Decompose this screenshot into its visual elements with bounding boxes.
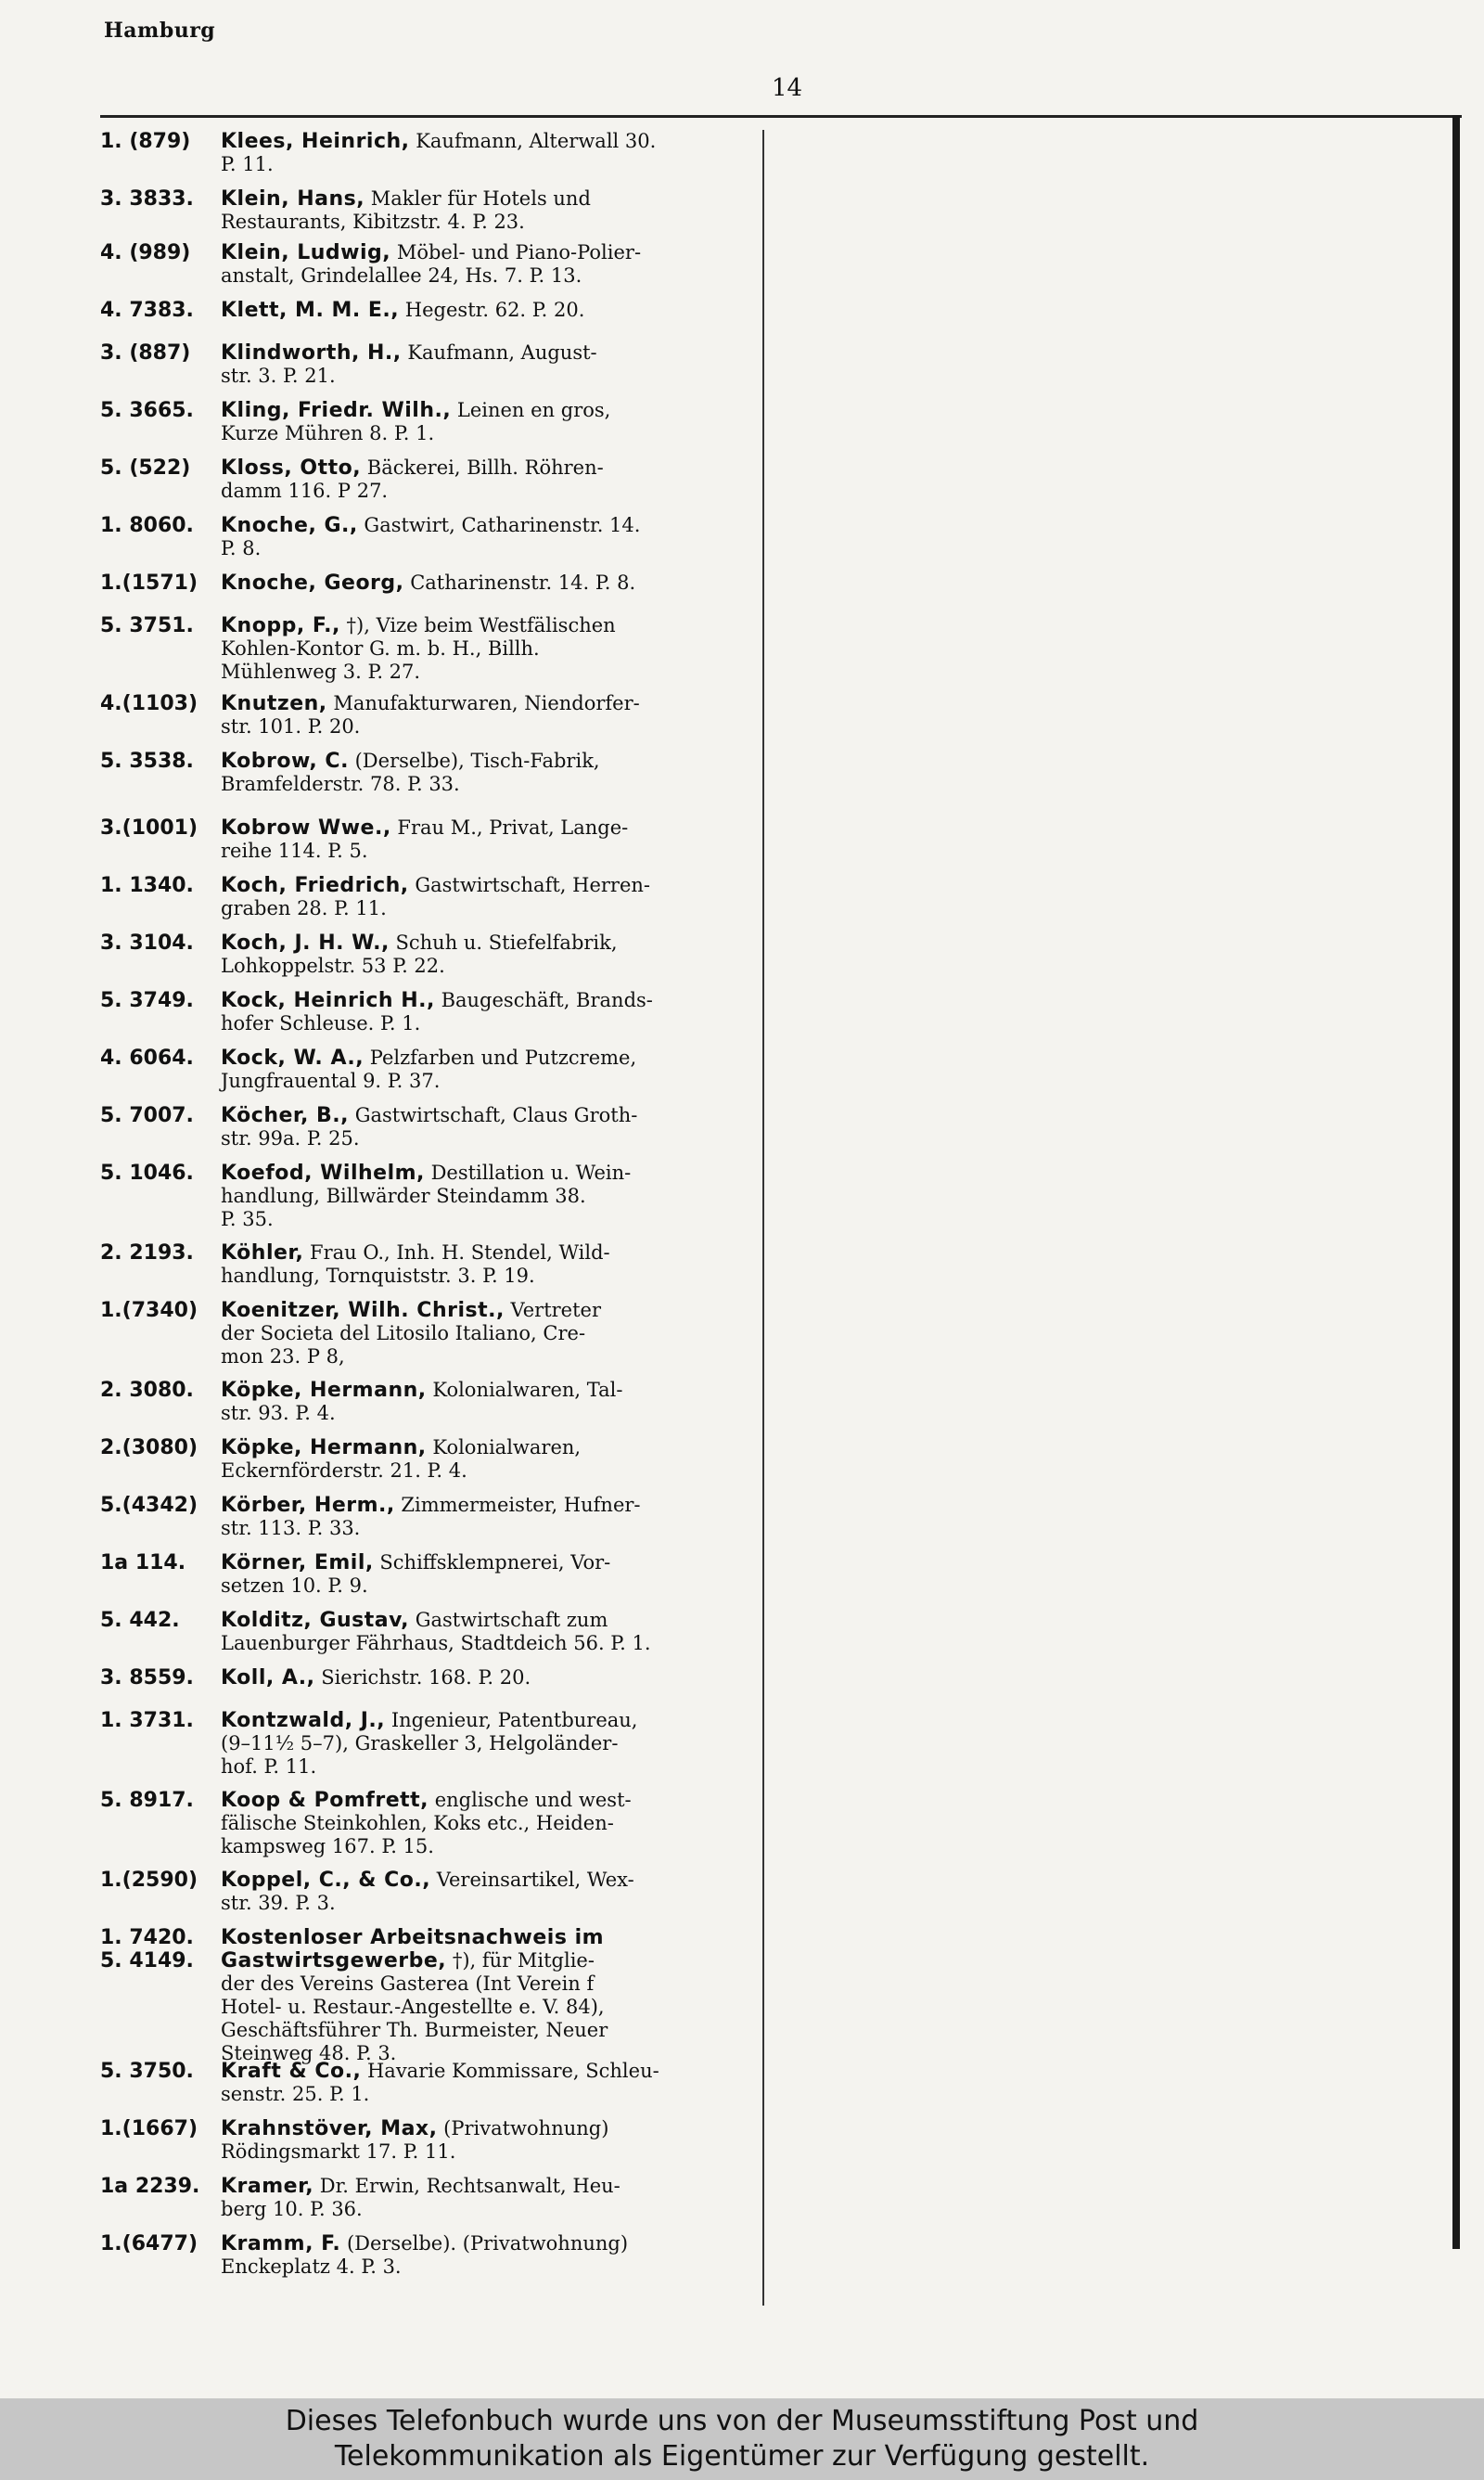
directory-entry bbox=[100, 750, 762, 796]
entry-name: Köpke, Hermann, bbox=[221, 1379, 427, 1402]
directory-entry bbox=[100, 1241, 762, 1288]
directory-entry bbox=[100, 241, 762, 288]
entry-text bbox=[221, 750, 762, 796]
phone-number: 2. 2193. bbox=[100, 1241, 194, 1265]
phone-number: 1. (879) bbox=[100, 130, 191, 153]
phone-number: 3. (887) bbox=[100, 341, 191, 365]
phone-number: 5. 3751. bbox=[100, 614, 194, 637]
entry-details: Ingenieur, Patentbureau, (9–11½ 5–7), Graskeller 3, Helgoländer- hof. P. 11. bbox=[221, 1709, 638, 1778]
footer-notice: Dieses Telefonbuch wurde uns von der Museumsstiftung Post und Telekommunikation als Eigentümer zur Verfügung gestellt. bbox=[0, 2398, 1484, 2480]
entry-name: Kramer, bbox=[221, 2175, 314, 2198]
directory-entry bbox=[100, 299, 762, 322]
entry-name: Kostenloser Arbeitsnachweis im Gastwirtsgewerbe, bbox=[221, 1926, 605, 1972]
directory-entry bbox=[100, 874, 762, 920]
entry-details: Frau M., Privat, Lange- reihe 114. P. 5. bbox=[221, 816, 629, 862]
entry-text bbox=[221, 1869, 762, 1915]
phone-number: 5. 3538. bbox=[100, 750, 194, 773]
entry-text bbox=[221, 874, 762, 920]
entry-details: Makler für Hotels und Restaurants, Kibitzstr. 4. P. 23. bbox=[221, 187, 591, 233]
entry-details: Vereinsartikel, Wex- str. 39. P. 3. bbox=[221, 1869, 634, 1914]
entry-details: Sierichstr. 168. P. 20. bbox=[314, 1666, 531, 1689]
entry-text bbox=[221, 1666, 762, 1690]
phone-number: 3.(1001) bbox=[100, 816, 198, 840]
entry-text bbox=[221, 399, 762, 445]
phone-number: 1.(2590) bbox=[100, 1869, 198, 1892]
entry-details: Dr. Erwin, Rechtsanwalt, Heu- berg 10. P. 36. bbox=[221, 2175, 620, 2220]
entry-text bbox=[221, 1609, 762, 1655]
entry-name: Koenitzer, Wilh. Christ., bbox=[221, 1299, 505, 1322]
entry-details: (Derselbe). (Privatwohnung) Enckeplatz 4. P. 3. bbox=[221, 2232, 629, 2278]
header-rule bbox=[100, 115, 1462, 118]
entry-text bbox=[221, 2232, 762, 2279]
phone-number: 1. 1340. bbox=[100, 874, 194, 897]
phone-number: 3. 8559. bbox=[100, 1666, 194, 1690]
entry-name: Köhler, bbox=[221, 1241, 304, 1265]
phone-number: 4. (989) bbox=[100, 241, 191, 264]
entry-details: Zimmermeister, Hufner- str. 113. P. 33. bbox=[221, 1494, 641, 1539]
entry-text bbox=[221, 816, 762, 863]
phone-number: 5.(4342) bbox=[100, 1494, 198, 1517]
phone-number: 1a 2239. bbox=[100, 2175, 200, 2198]
phone-number: 1.(6477) bbox=[100, 2232, 198, 2255]
phone-number: 2.(3080) bbox=[100, 1436, 198, 1459]
entry-name: Kling, Friedr. Wilh., bbox=[221, 399, 452, 422]
page-edge-binding bbox=[1452, 115, 1460, 2249]
entry-text bbox=[221, 932, 762, 978]
directory-entry bbox=[100, 1104, 762, 1150]
entry-text bbox=[221, 1379, 762, 1425]
phone-number: 4. 7383. bbox=[100, 299, 194, 322]
entry-name: Kobrow, C. bbox=[221, 750, 349, 773]
entry-name: Kolditz, Gustav, bbox=[221, 1609, 410, 1632]
phone-number: 1. 7420. 5. 4149. bbox=[100, 1926, 194, 1972]
entry-text bbox=[221, 1436, 762, 1483]
entry-text bbox=[221, 2060, 762, 2106]
phone-number: 1.(1667) bbox=[100, 2117, 198, 2140]
directory-entry bbox=[100, 1047, 762, 1093]
entry-text bbox=[221, 1162, 762, 1231]
directory-entry bbox=[100, 1494, 762, 1540]
directory-entry bbox=[100, 2232, 762, 2279]
phone-number: 3. 3833. bbox=[100, 187, 194, 211]
entry-text bbox=[221, 989, 762, 1035]
entry-name: Koefod, Wilhelm, bbox=[221, 1162, 425, 1185]
entry-name: Kramm, F. bbox=[221, 2232, 341, 2255]
entry-details: Kolonialwaren, Eckernförderstr. 21. P. 4. bbox=[221, 1436, 582, 1482]
phone-number: 5. 1046. bbox=[100, 1162, 194, 1185]
entry-text bbox=[221, 241, 762, 288]
phone-number: 5. 442. bbox=[100, 1609, 180, 1632]
phone-number: 5. 7007. bbox=[100, 1104, 194, 1127]
entry-text bbox=[221, 1104, 762, 1150]
phone-number: 1.(1571) bbox=[100, 572, 198, 595]
directory-entry bbox=[100, 341, 762, 388]
directory-entry bbox=[100, 1926, 762, 2065]
entry-details: Schuh u. Stiefelfabrik, Lohkoppelstr. 53 P. 22. bbox=[221, 932, 618, 977]
entry-name: Koch, Friedrich, bbox=[221, 874, 409, 897]
entry-text bbox=[221, 1926, 762, 2065]
entry-name: Klein, Ludwig, bbox=[221, 241, 391, 264]
entry-details: Kolonialwaren, Tal- str. 93. P. 4. bbox=[221, 1379, 623, 1424]
entry-name: Köcher, B., bbox=[221, 1104, 350, 1127]
entry-details: †), für Mitglie- der des Vereins Gasterea (Int Verein f Hotel- u. Restaur.-Angestellte e. V. 84), Geschäftsführer Th. Burmeister, Neuer Steinweg 48. P. 3. bbox=[221, 1949, 608, 2064]
entry-name: Knopp, F., bbox=[221, 614, 340, 637]
entry-name: Koll, A., bbox=[221, 1666, 315, 1690]
entry-name: Kock, W. A., bbox=[221, 1047, 365, 1070]
directory-entry bbox=[100, 1709, 762, 1779]
entry-text bbox=[221, 1551, 762, 1598]
phone-number: 5. 3665. bbox=[100, 399, 194, 422]
entry-details: Gastwirtschaft zum Lauenburger Fährhaus, Stadtdeich 56. P. 1. bbox=[221, 1609, 651, 1654]
entry-text bbox=[221, 1241, 762, 1288]
directory-entry bbox=[100, 989, 762, 1035]
entry-name: Krahnstöver, Max, bbox=[221, 2117, 438, 2140]
entry-text bbox=[221, 1789, 762, 1858]
entry-details: Gastwirtschaft, Claus Groth- str. 99a. P. 25. bbox=[221, 1104, 638, 1150]
directory-entry bbox=[100, 1299, 762, 1368]
phone-number: 4. 6064. bbox=[100, 1047, 194, 1070]
entry-text bbox=[221, 572, 762, 595]
entry-details: englische und west- fälische Steinkohlen, Koks etc., Heiden- kampsweg 167. P. 15. bbox=[221, 1789, 632, 1857]
entry-details: Hegestr. 62. P. 20. bbox=[399, 299, 585, 321]
entry-name: Klindworth, H., bbox=[221, 341, 402, 365]
entry-details: Vertreter der Societa del Litosilo Italiano, Cre- mon 23. P 8, bbox=[221, 1299, 602, 1368]
entry-details: Gastwirt, Catharinenstr. 14. P. 8. bbox=[221, 514, 641, 559]
entry-name: Knoche, Georg, bbox=[221, 572, 404, 595]
page-number: 14 bbox=[772, 74, 803, 102]
entry-text bbox=[221, 456, 762, 503]
directory-entry bbox=[100, 692, 762, 739]
directory-entry bbox=[100, 1436, 762, 1483]
phone-number: 2. 3080. bbox=[100, 1379, 194, 1402]
entry-name: Klees, Heinrich, bbox=[221, 130, 410, 153]
entry-text bbox=[221, 299, 762, 322]
entry-details: Bäckerei, Billh. Röhren- damm 116. P 27. bbox=[221, 456, 604, 502]
column-divider bbox=[762, 130, 764, 2306]
entry-details: Baugeschäft, Brands- hofer Schleuse. P. 1. bbox=[221, 989, 653, 1034]
entry-text bbox=[221, 614, 762, 684]
entry-details: Frau O., Inh. H. Stendel, Wild- handlung, Tornquiststr. 3. P. 19. bbox=[221, 1241, 610, 1287]
directory-entry bbox=[100, 514, 762, 560]
entry-name: Kraft & Co., bbox=[221, 2060, 362, 2083]
entry-details: Kaufmann, Alterwall 30. P. 11. bbox=[221, 130, 657, 175]
phone-number: 1.(7340) bbox=[100, 1299, 198, 1322]
entry-details: Havarie Kommissare, Schleu- senstr. 25. P. 1. bbox=[221, 2060, 659, 2105]
directory-entry bbox=[100, 614, 762, 684]
directory-entry bbox=[100, 1666, 762, 1690]
entry-name: Koop & Pomfrett, bbox=[221, 1789, 429, 1812]
directory-entry bbox=[100, 1789, 762, 1858]
directory-entry bbox=[100, 1609, 762, 1655]
running-head: Hamburg bbox=[104, 19, 216, 43]
entry-text bbox=[221, 1709, 762, 1779]
entry-name: Klein, Hans, bbox=[221, 187, 365, 211]
phone-number: 1. 3731. bbox=[100, 1709, 194, 1732]
directory-entry bbox=[100, 2060, 762, 2106]
directory-entry bbox=[100, 187, 762, 234]
directory-entry bbox=[100, 1551, 762, 1598]
entry-details: Catharinenstr. 14. P. 8. bbox=[403, 572, 636, 594]
phone-number: 1. 8060. bbox=[100, 514, 194, 537]
entry-text bbox=[221, 2117, 762, 2164]
entry-text bbox=[221, 1494, 762, 1540]
directory-entry bbox=[100, 1869, 762, 1915]
entry-details: Leinen en gros, Kurze Mühren 8. P. 1. bbox=[221, 399, 611, 444]
entry-details: Pelzfarben und Putzcreme, Jungfrauental 9. P. 37. bbox=[221, 1047, 637, 1092]
directory-entry bbox=[100, 1379, 762, 1425]
entry-details: Gastwirtschaft, Herren- graben 28. P. 11. bbox=[221, 874, 651, 919]
phone-number: 5. (522) bbox=[100, 456, 191, 480]
directory-entry bbox=[100, 572, 762, 595]
entry-name: Klett, M. M. E., bbox=[221, 299, 400, 322]
entry-text bbox=[221, 187, 762, 234]
phone-number: 4.(1103) bbox=[100, 692, 198, 715]
entry-name: Körber, Herm., bbox=[221, 1494, 395, 1517]
entry-name: Koppel, C., & Co., bbox=[221, 1869, 431, 1892]
entry-name: Köpke, Hermann, bbox=[221, 1436, 427, 1459]
entry-name: Kock, Heinrich H., bbox=[221, 989, 435, 1012]
directory-entry bbox=[100, 456, 762, 503]
entry-details: Möbel- und Piano-Polier- anstalt, Grindelallee 24, Hs. 7. P. 13. bbox=[221, 241, 642, 287]
entry-details: Destillation u. Wein- handlung, Billwärder Steindamm 38. P. 35. bbox=[221, 1162, 632, 1230]
entry-details: Manufakturwaren, Niendorfer- str. 101. P. 20. bbox=[221, 692, 640, 738]
entry-name: Knoche, G., bbox=[221, 514, 358, 537]
directory-entry bbox=[100, 130, 762, 176]
entry-text bbox=[221, 1299, 762, 1368]
directory-entry bbox=[100, 1162, 762, 1231]
entry-details: Schiffsklempnerei, Vor- setzen 10. P. 9. bbox=[221, 1551, 611, 1597]
entry-name: Koch, J. H. W., bbox=[221, 932, 390, 955]
entry-details: (Privatwohnung) Rödingsmarkt 17. P. 11. bbox=[221, 2117, 609, 2163]
entry-name: Kloss, Otto, bbox=[221, 456, 362, 480]
entry-text bbox=[221, 514, 762, 560]
phone-number: 5. 8917. bbox=[100, 1789, 194, 1812]
entry-name: Knutzen, bbox=[221, 692, 327, 715]
entry-name: Körner, Emil, bbox=[221, 1551, 374, 1574]
directory-entry bbox=[100, 2117, 762, 2164]
entry-name: Kobrow Wwe., bbox=[221, 816, 391, 840]
phone-number: 5. 3749. bbox=[100, 989, 194, 1012]
entry-text bbox=[221, 1047, 762, 1093]
directory-entry bbox=[100, 816, 762, 863]
directory-entry bbox=[100, 399, 762, 445]
directory-entry bbox=[100, 2175, 762, 2221]
entry-text bbox=[221, 692, 762, 739]
entry-details: †), Vize beim Westfälischen Kohlen-Kontor G. m. b. H., Billh. Mühlenweg 3. P. 27. bbox=[221, 614, 616, 683]
entry-details: Kaufmann, August- str. 3. P. 21. bbox=[221, 341, 597, 387]
entry-name: Kontzwald, J., bbox=[221, 1709, 386, 1732]
directory-entry bbox=[100, 932, 762, 978]
phone-number: 3. 3104. bbox=[100, 932, 194, 955]
phone-number: 5. 3750. bbox=[100, 2060, 194, 2083]
phone-number: 1a 114. bbox=[100, 1551, 186, 1574]
entry-details: (Derselbe), Tisch-Fabrik, Bramfelderstr. 78. P. 33. bbox=[221, 750, 600, 795]
entry-text bbox=[221, 130, 762, 176]
entry-text bbox=[221, 341, 762, 388]
entry-text bbox=[221, 2175, 762, 2221]
